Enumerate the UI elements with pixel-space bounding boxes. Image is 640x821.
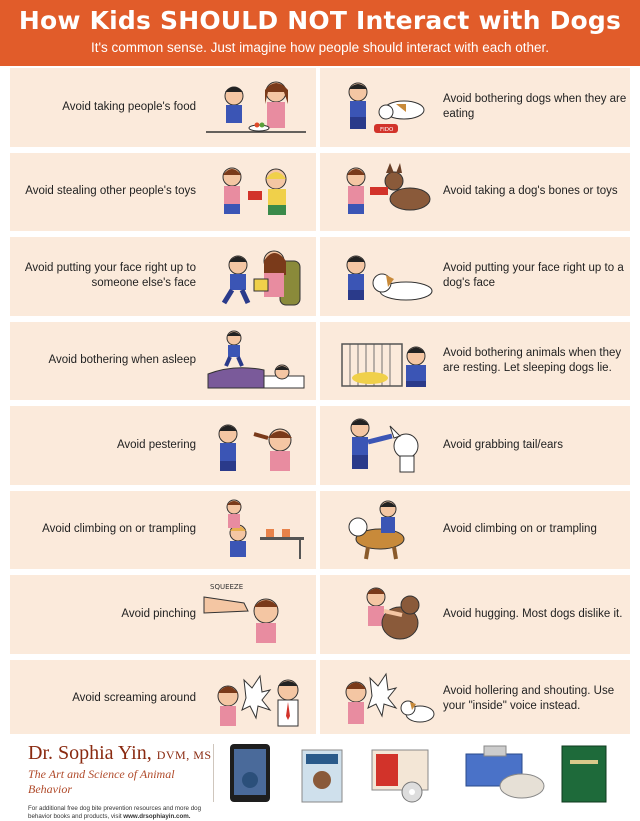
dog-panel bbox=[320, 406, 630, 487]
training-kit-icon[interactable] bbox=[466, 746, 544, 798]
dog-panel bbox=[320, 322, 630, 403]
people-caption: Avoid taking people's food bbox=[62, 100, 196, 113]
people-caption: Avoid putting your face right up to someone else's face bbox=[24, 262, 196, 289]
people-caption: Avoid screaming around bbox=[72, 692, 196, 704]
kid-riding-dog-illustration bbox=[336, 497, 440, 563]
kid-pulling-hair-illustration bbox=[204, 412, 308, 478]
kid-jumping-on-bed-illustration bbox=[204, 328, 308, 394]
dog-panel bbox=[320, 660, 630, 741]
people-panel bbox=[10, 575, 316, 656]
people-panel bbox=[10, 406, 316, 487]
product-showcase bbox=[222, 740, 632, 806]
kid-taking-food-illustration bbox=[204, 74, 308, 140]
dog-caption: Avoid hugging. Most dogs dislike it. bbox=[443, 607, 623, 620]
dog-caption: Avoid putting your face right up to a dog's face bbox=[443, 262, 624, 289]
tablet-icon[interactable] bbox=[230, 744, 270, 802]
kids-tug-of-war-toy-illustration bbox=[204, 159, 308, 225]
people-caption: Avoid pestering bbox=[116, 438, 196, 451]
kid-climbing-on-person-illustration bbox=[204, 497, 308, 563]
author-name-text: Dr. Sophia Yin, bbox=[28, 742, 152, 764]
people-caption: Avoid stealing other people's toys bbox=[25, 185, 196, 197]
comparison-row bbox=[10, 489, 630, 574]
dog-caption: Avoid bothering dogs when they are eating bbox=[443, 93, 627, 120]
dvd-icon[interactable] bbox=[372, 750, 428, 802]
people-caption: Avoid climbing on or trampling bbox=[42, 523, 196, 535]
comparison-row bbox=[10, 235, 630, 320]
people-panel bbox=[10, 660, 316, 741]
hand-pinching-cheek-illustration bbox=[204, 581, 308, 647]
people-panel bbox=[10, 237, 316, 318]
people-panel bbox=[10, 491, 316, 572]
kid-hugging-dog-illustration bbox=[336, 581, 440, 647]
kid-face-to-dog-face-illustration bbox=[336, 243, 440, 309]
comparison-row bbox=[10, 66, 630, 151]
author-tagline: The Art and Science of Animal Behavior bbox=[28, 767, 175, 796]
footer-divider bbox=[213, 744, 214, 802]
footer bbox=[0, 734, 640, 820]
people-panel bbox=[10, 153, 316, 234]
comparison-row bbox=[10, 658, 630, 743]
author-credentials: DVM, MS bbox=[156, 748, 212, 762]
dog-caption: Avoid grabbing tail/ears bbox=[443, 438, 563, 451]
dog-panel bbox=[320, 153, 630, 234]
dog-panel bbox=[320, 237, 630, 318]
dog-panel bbox=[320, 491, 630, 572]
kid-grabbing-dog-ear-illustration bbox=[336, 412, 440, 478]
footer-note-text: For additional free dog bite prevention resources and more dog behavior books and products, visit bbox=[28, 805, 202, 820]
comparison-row bbox=[10, 151, 630, 236]
dog-caption: Avoid climbing on or trampling bbox=[443, 523, 597, 535]
comparison-row bbox=[10, 320, 630, 405]
dog-bowl-label: FIDO bbox=[380, 127, 394, 133]
people-panel bbox=[10, 322, 316, 403]
comparison-grid bbox=[10, 66, 630, 742]
green-book-icon[interactable] bbox=[562, 746, 606, 802]
author-brand bbox=[28, 742, 213, 821]
dog-panel bbox=[320, 68, 630, 149]
kid-screaming-at-man-illustration bbox=[204, 666, 308, 732]
squeeze-label: SQUEEZE bbox=[210, 583, 244, 591]
dog-panel bbox=[320, 575, 630, 656]
people-caption: Avoid pinching bbox=[121, 607, 196, 620]
kid-bothering-crated-dog-illustration bbox=[336, 328, 440, 394]
website-link[interactable]: www.drsophiayin.com. bbox=[123, 813, 191, 820]
kid-hollering-at-dog-illustration bbox=[336, 666, 440, 732]
comparison-row bbox=[10, 404, 630, 489]
header-banner bbox=[0, 0, 640, 66]
people-caption: Avoid bothering when asleep bbox=[48, 354, 196, 366]
kid-bothering-eating-dog-illustration bbox=[336, 74, 440, 140]
dog-caption: Avoid hollering and shouting. Use your "inside" voice instead. bbox=[443, 684, 615, 712]
people-panel bbox=[10, 68, 316, 149]
comparison-row bbox=[10, 573, 630, 658]
page-subtitle: It's common sense. Just imagine how people should interact with each other. bbox=[90, 40, 550, 55]
footer-note bbox=[28, 805, 213, 821]
page-title: How Kids SHOULD NOT Interact with Dogs bbox=[18, 6, 622, 35]
kid-in-face-of-reader-illustration bbox=[204, 243, 308, 309]
dog-caption: Avoid bothering animals when they are resting. Let sleeping dogs lie. bbox=[443, 346, 622, 374]
kid-taking-dog-toy-illustration bbox=[336, 159, 440, 225]
dog-caption: Avoid taking a dog's bones or toys bbox=[443, 185, 618, 197]
book-icon[interactable] bbox=[302, 750, 342, 802]
author-name bbox=[28, 742, 213, 766]
